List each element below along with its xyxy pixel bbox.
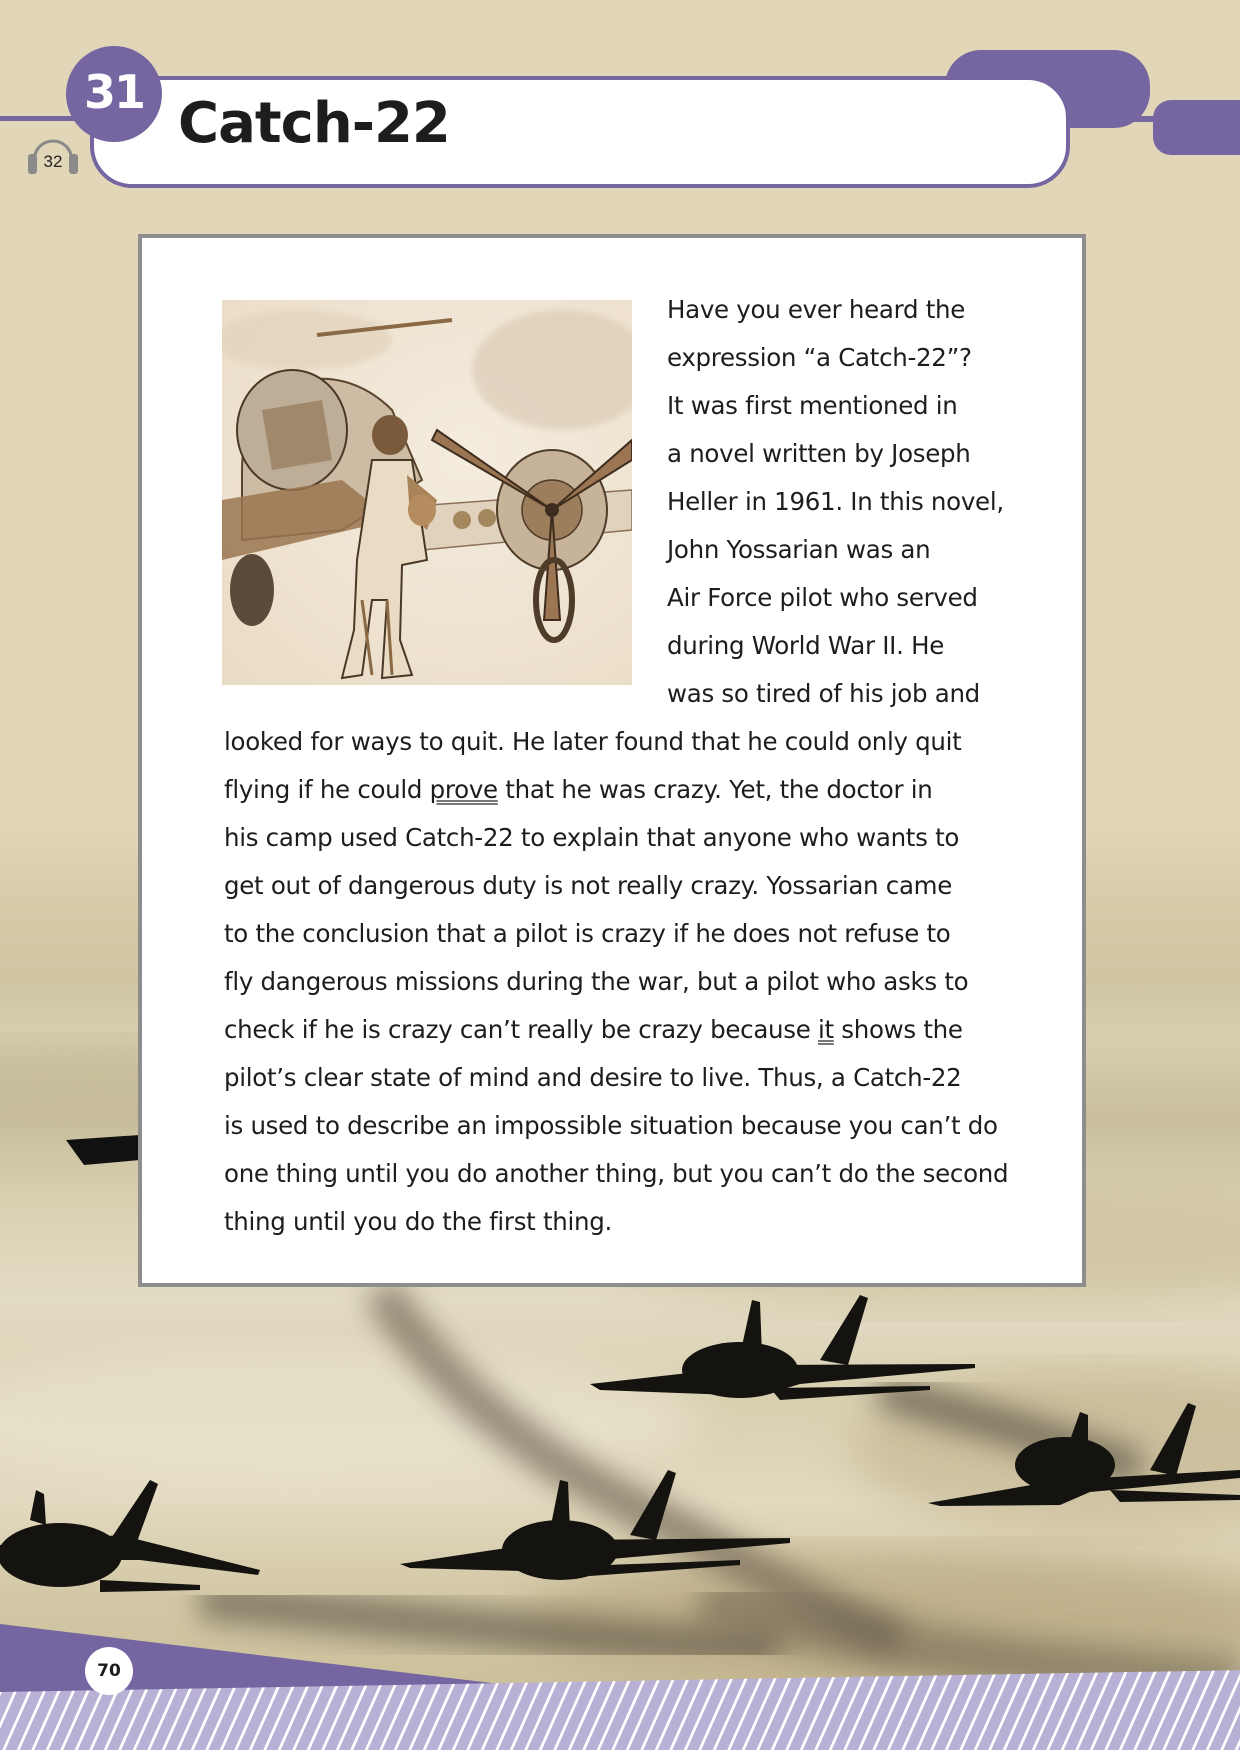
- lesson-number: 31: [83, 65, 144, 119]
- header-decoration-tab-right: [1153, 100, 1240, 155]
- article-line: get out of dangerous duty is not really crazy. Yossarian came: [224, 871, 952, 900]
- article-text: flying if he could: [224, 775, 430, 804]
- footer-band: [0, 1600, 1240, 1750]
- article-line: to the conclusion that a pilot is crazy if he does not refuse to: [224, 919, 951, 948]
- article-line: during World War II. He: [667, 631, 944, 660]
- article-line: Have you ever heard the: [667, 295, 966, 324]
- article-text: check if he is crazy can’t really be crazy because: [224, 1015, 818, 1044]
- article-line: pilot’s clear state of mind and desire to live. Thus, a Catch-22: [224, 1063, 962, 1092]
- article-line: Air Force pilot who served: [667, 583, 978, 612]
- jet-silhouette: [66, 1135, 140, 1165]
- article-line: expression “a Catch-22”?: [667, 343, 972, 372]
- article-line: his camp used Catch-22 to explain that anyone who wants to: [224, 823, 960, 852]
- audio-track[interactable]: [22, 126, 84, 176]
- jet-silhouette: [0, 1480, 260, 1592]
- article-line: one thing until you do another thing, but you can’t do the second: [224, 1159, 1009, 1188]
- article-line: It was first mentioned in: [667, 391, 958, 420]
- reference-word-it: it: [817, 1015, 834, 1044]
- article-line: a novel written by Joseph: [667, 439, 971, 468]
- pilot-and-propeller-plane-illustration-icon: [222, 300, 632, 685]
- article-text: that he was crazy. Yet, the doctor in: [497, 775, 933, 804]
- vocabulary-word-prove: prove: [429, 775, 498, 804]
- page-number: 70: [97, 1661, 121, 1681]
- page-title: Catch-22: [178, 91, 450, 156]
- article-line: [224, 1006, 963, 1054]
- article-line: looked for ways to quit. He later found that he could only quit: [224, 727, 962, 756]
- article-line: is used to describe an impossible situation because you can’t do: [224, 1111, 998, 1140]
- article-line: Heller in 1961. In this novel,: [667, 487, 1004, 516]
- article-line: was so tired of his job and: [667, 679, 980, 708]
- article-line: fly dangerous missions during the war, but a pilot who asks to: [224, 967, 969, 996]
- page-number-badge: [85, 1647, 133, 1695]
- article-text: shows the: [833, 1015, 963, 1044]
- audio-track-number: 32: [43, 152, 63, 171]
- illustration: [222, 300, 632, 685]
- article-line: John Yossarian was an: [667, 535, 931, 564]
- page-edge: [1240, 0, 1246, 1750]
- article-line: [224, 766, 933, 814]
- article-line: thing until you do the first thing.: [224, 1207, 612, 1236]
